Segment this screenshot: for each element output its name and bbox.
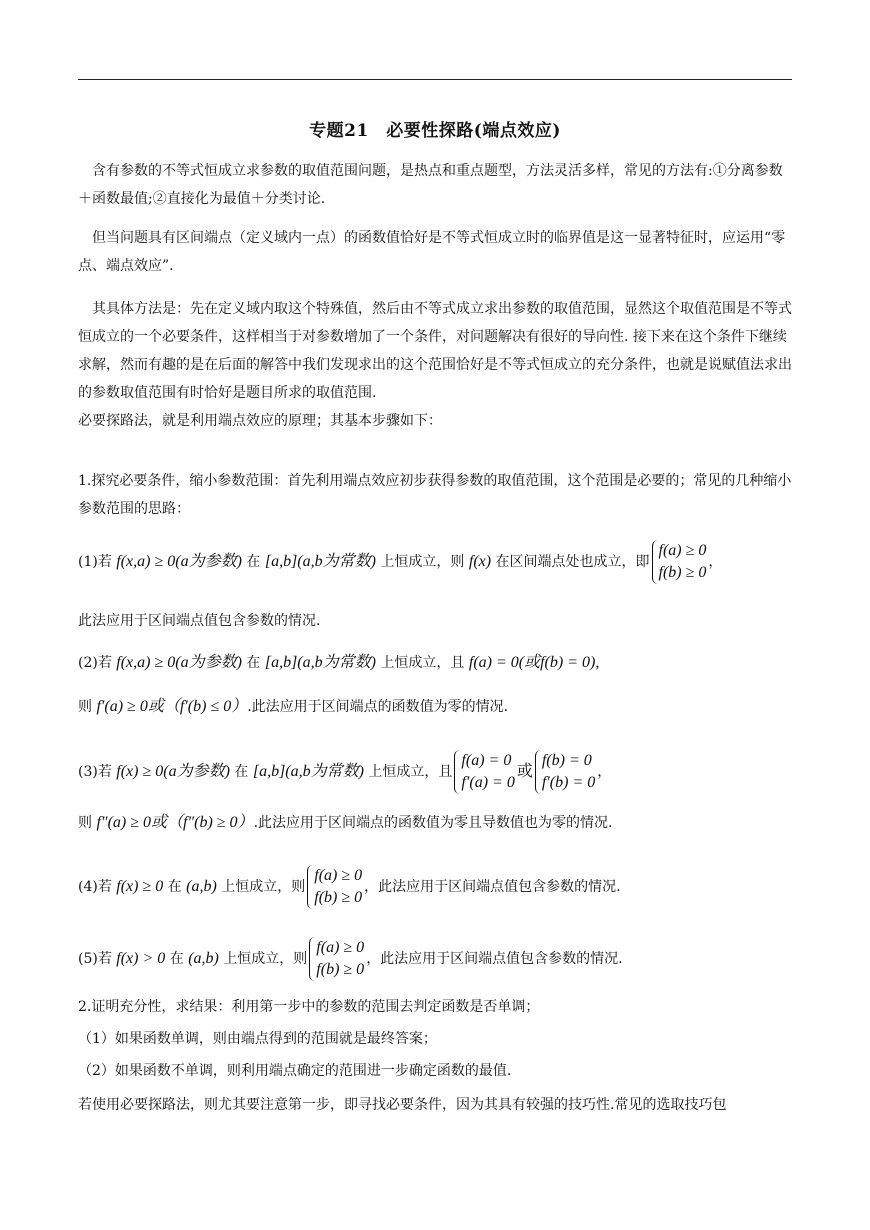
case-1-system-row-2: f(b) ≥ 0 — [658, 564, 707, 581]
case-2 — [78, 649, 794, 677]
intro-paragraph-1: 含有参数的不等式恒成立求参数的取值范围问题，是热点和重点题型，方法灵活多样，常见的方法有:①分离参数＋函数最值;②直接化为最值＋分类讨论. — [78, 163, 783, 207]
case-1-comma: ， — [708, 554, 723, 570]
case-3-system-a-row-2: f′(a) = 0 — [461, 774, 515, 791]
case-5-mid: 上恒成立，则 — [218, 951, 308, 967]
case-5-note: ，此法应用于区间端点值包含参数的情况. — [366, 951, 623, 967]
case-4-interval: (a,b) — [186, 878, 217, 895]
case-1-system-row-1: f(a) ≥ 0 — [658, 542, 707, 559]
page-title: 专题21 必要性探路(端点效应) — [309, 121, 561, 141]
case-5-system — [309, 937, 364, 981]
case-2-formula: f(x,a) ≥ 0(a为参数) — [116, 654, 242, 671]
case-3-system-a-row-1: f(a) = 0 — [461, 752, 512, 769]
case-2-result — [78, 693, 794, 721]
intro-paragraph-3: 其具体方法是：先在定义域内取这个特殊值，然后由不等式成立求出参数的取值范围，显然这个取值范围是不等式恒成立的一个必要条件，这样相当于对参数增加了一个条件，对问题解决有很好的导向性. 接下来在这个条件下继续求解，然而有趣的是在后面的解答中我们发现求出的这个范围恰好是不等式恒成立的充分条件，也就是说赋值法求出的参数取值范围有时恰好是题目所求的取值范围. — [78, 301, 792, 401]
case-1-system — [652, 540, 707, 584]
intro-paragraph-2: 但当问题具有区间端点（定义域内一点）的函数值恰好是不等式恒成立时的临界值是这一显著特征时，应运用“零点、端点效应”. — [78, 230, 786, 274]
case-1 — [78, 540, 794, 584]
case-4-in: 在 — [163, 879, 187, 895]
case-3-system-b-row-1: f(b) = 0 — [541, 752, 592, 769]
case-1-in: 在 — [241, 554, 265, 570]
case-1-tail: 在区间端点处也成立，即 — [491, 554, 650, 570]
case-3-result-formula: f″(a) ≥ 0或（f″(b) ≥ 0） — [96, 814, 254, 831]
case-4-mid: 上恒成立，则 — [216, 879, 306, 895]
case-3-system-b — [535, 750, 595, 794]
case-5 — [78, 937, 794, 981]
case-5-interval: (a,b) — [188, 950, 219, 967]
case-3-system-b-row-2: f′(b) = 0 — [541, 774, 596, 791]
case-2-result-formula: f′(a) ≥ 0或（f′(b) ≤ 0） — [96, 698, 248, 715]
case-3-or: 或 — [516, 761, 533, 780]
case-3 — [78, 750, 794, 794]
closing-paragraph: 若使用必要探路法，则尤其要注意第一步，即寻找必要条件，因为其具有较强的技巧性.常见的选取技巧包 — [78, 1097, 727, 1113]
case-3-formula: f(x) ≥ 0(a为参数) — [116, 763, 230, 780]
case-1-note: 此法应用于区间端点值包含参数的情况. — [78, 613, 321, 629]
case-2-condition: f(a) = 0(或f(b) = 0), — [468, 654, 600, 671]
case-4-system-row-1: f(a) ≥ 0 — [314, 867, 363, 884]
case-5-system-row-2: f(b) ≥ 0 — [316, 961, 365, 978]
case-2-mid: 上恒成立，且 — [375, 655, 469, 671]
case-1-fx: f(x) — [468, 553, 492, 570]
case-2-interval: [a,b](a,b为常数) — [264, 654, 376, 671]
case-1-interval: [a,b](a,b为常数) — [264, 553, 376, 570]
header-rule — [78, 79, 792, 80]
case-5-in: 在 — [165, 951, 189, 967]
case-4 — [78, 865, 794, 909]
case-2-in: 在 — [241, 655, 265, 671]
case-3-in: 在 — [229, 764, 253, 780]
intro-paragraph-4: 必要探路法，就是利用端点效应的原理；其基本步骤如下： — [78, 413, 442, 429]
case-5-system-row-1: f(a) ≥ 0 — [316, 939, 365, 956]
case-4-formula: f(x) ≥ 0 — [116, 878, 164, 895]
case-3-interval: [a,b](a,b为常数) — [252, 763, 364, 780]
case-4-system-row-2: f(b) ≥ 0 — [314, 889, 363, 906]
case-2-note: .此法应用于区间端点的函数值为零的情况. — [247, 699, 509, 715]
case-4-system — [307, 865, 362, 909]
case-2-then: 则 — [78, 699, 97, 715]
case-4-prefix: (4)若 — [78, 879, 117, 895]
step2-item-1: （1）如果函数单调，则由端点得到的范围就是最终答案； — [78, 1031, 437, 1047]
case-1-formula: f(x,a) ≥ 0(a为参数) — [116, 553, 242, 570]
step1-heading: 1.探究必要条件，缩小参数范围：首先利用端点效应初步获得参数的取值范围，这个范围是必要的；常见的几种缩小参数范围的思路： — [78, 473, 792, 517]
case-3-then: 则 — [78, 815, 97, 831]
case-3-prefix: (3)若 — [78, 764, 117, 780]
case-4-note: ，此法应用于区间端点值包含参数的情况. — [364, 879, 621, 895]
case-1-mid: 上恒成立，则 — [375, 554, 469, 570]
step2-heading: 2.证明充分性，求结果：利用第一步中的参数的范围去判定函数是否单调； — [78, 999, 540, 1015]
case-3-system-a — [454, 750, 514, 794]
case-3-result — [78, 809, 794, 837]
case-3-note: .此法应用于区间端点的函数值为零且导数值也为零的情况. — [253, 815, 613, 831]
case-1-prefix: (1)若 — [78, 554, 117, 570]
step2-item-2: （2）如果函数不单调，则利用端点确定的范围进一步确定函数的最值. — [78, 1063, 512, 1079]
case-3-mid: 上恒成立，且 — [363, 764, 453, 780]
case-3-comma: ， — [597, 764, 612, 780]
case-5-prefix: (5)若 — [78, 951, 117, 967]
case-5-formula: f(x) > 0 — [116, 950, 166, 967]
case-2-prefix: (2)若 — [78, 655, 117, 671]
